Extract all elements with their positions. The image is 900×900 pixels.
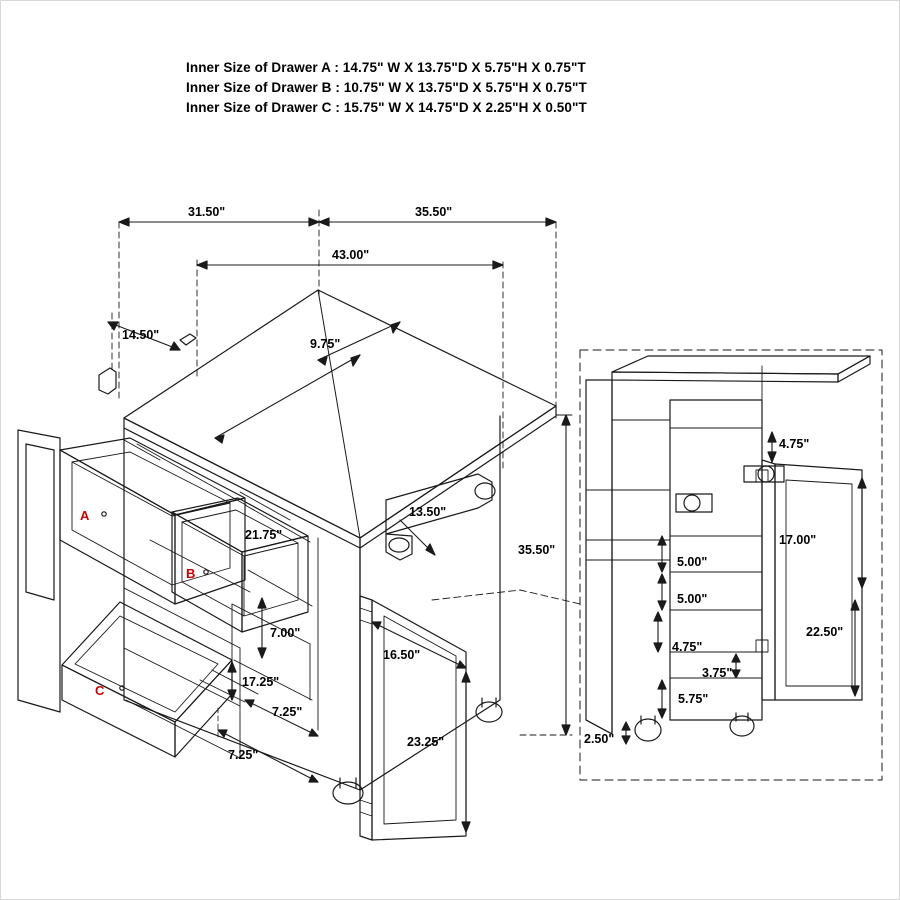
dimension-top-main-depth: 21.75" — [245, 528, 283, 542]
dimension-overall-height: 35.50" — [518, 543, 556, 557]
drawer-label-c: C — [95, 683, 105, 698]
dimension-toe-height-left: 7.25" — [272, 705, 303, 719]
dimension-side-shelf-2: 5.00" — [677, 592, 708, 606]
spec-line-drawer-b: Inner Size of Drawer B : 10.75" W X 13.75"D X 5.75"H X 0.75"T — [186, 80, 587, 95]
dimension-side-shelf-3: 4.75" — [672, 640, 703, 654]
drawer-label-b: B — [186, 566, 196, 581]
dimension-left-side-depth: 14.50" — [122, 328, 160, 342]
dimension-width-right-section: 35.50" — [415, 205, 453, 219]
dimension-top-overall-width: 43.00" — [332, 248, 370, 262]
dimension-width-left-section: 31.50" — [188, 205, 226, 219]
dimension-cabinet-door-width: 16.50" — [383, 648, 421, 662]
dimension-cabinet-door-height: 23.25" — [407, 735, 445, 749]
dimension-caster-height: 2.50" — [584, 732, 615, 746]
drawer-label-a: A — [80, 508, 90, 523]
dimension-side-shelf-1: 5.00" — [677, 555, 708, 569]
dimension-toe-height-base: 7.25" — [228, 748, 259, 762]
dimension-side-door-height: 17.00" — [779, 533, 817, 547]
dimension-side-shelf-4: 3.75" — [702, 666, 733, 680]
dimension-top-leaf-depth: 9.75" — [310, 337, 341, 351]
inner-size-spec-block — [186, 58, 587, 118]
spec-line-drawer-c: Inner Size of Drawer C : 15.75" W X 14.75"D X 2.25"H X 0.50"T — [186, 100, 587, 115]
dimension-side-shelf-5: 5.75" — [678, 692, 709, 706]
spec-line-drawer-a: Inner Size of Drawer A : 14.75" W X 13.75"D X 5.75"H X 0.75"T — [186, 60, 586, 75]
dimension-shelf-gap-upper: 7.00" — [270, 626, 301, 640]
dimension-side-panel-height: 22.50" — [806, 625, 844, 639]
dimension-towel-bar-height: 13.50" — [409, 505, 447, 519]
dimension-side-shelf-top-gap: 4.75" — [779, 437, 810, 451]
dimension-lower-shelf-width: 17.25" — [242, 675, 280, 689]
